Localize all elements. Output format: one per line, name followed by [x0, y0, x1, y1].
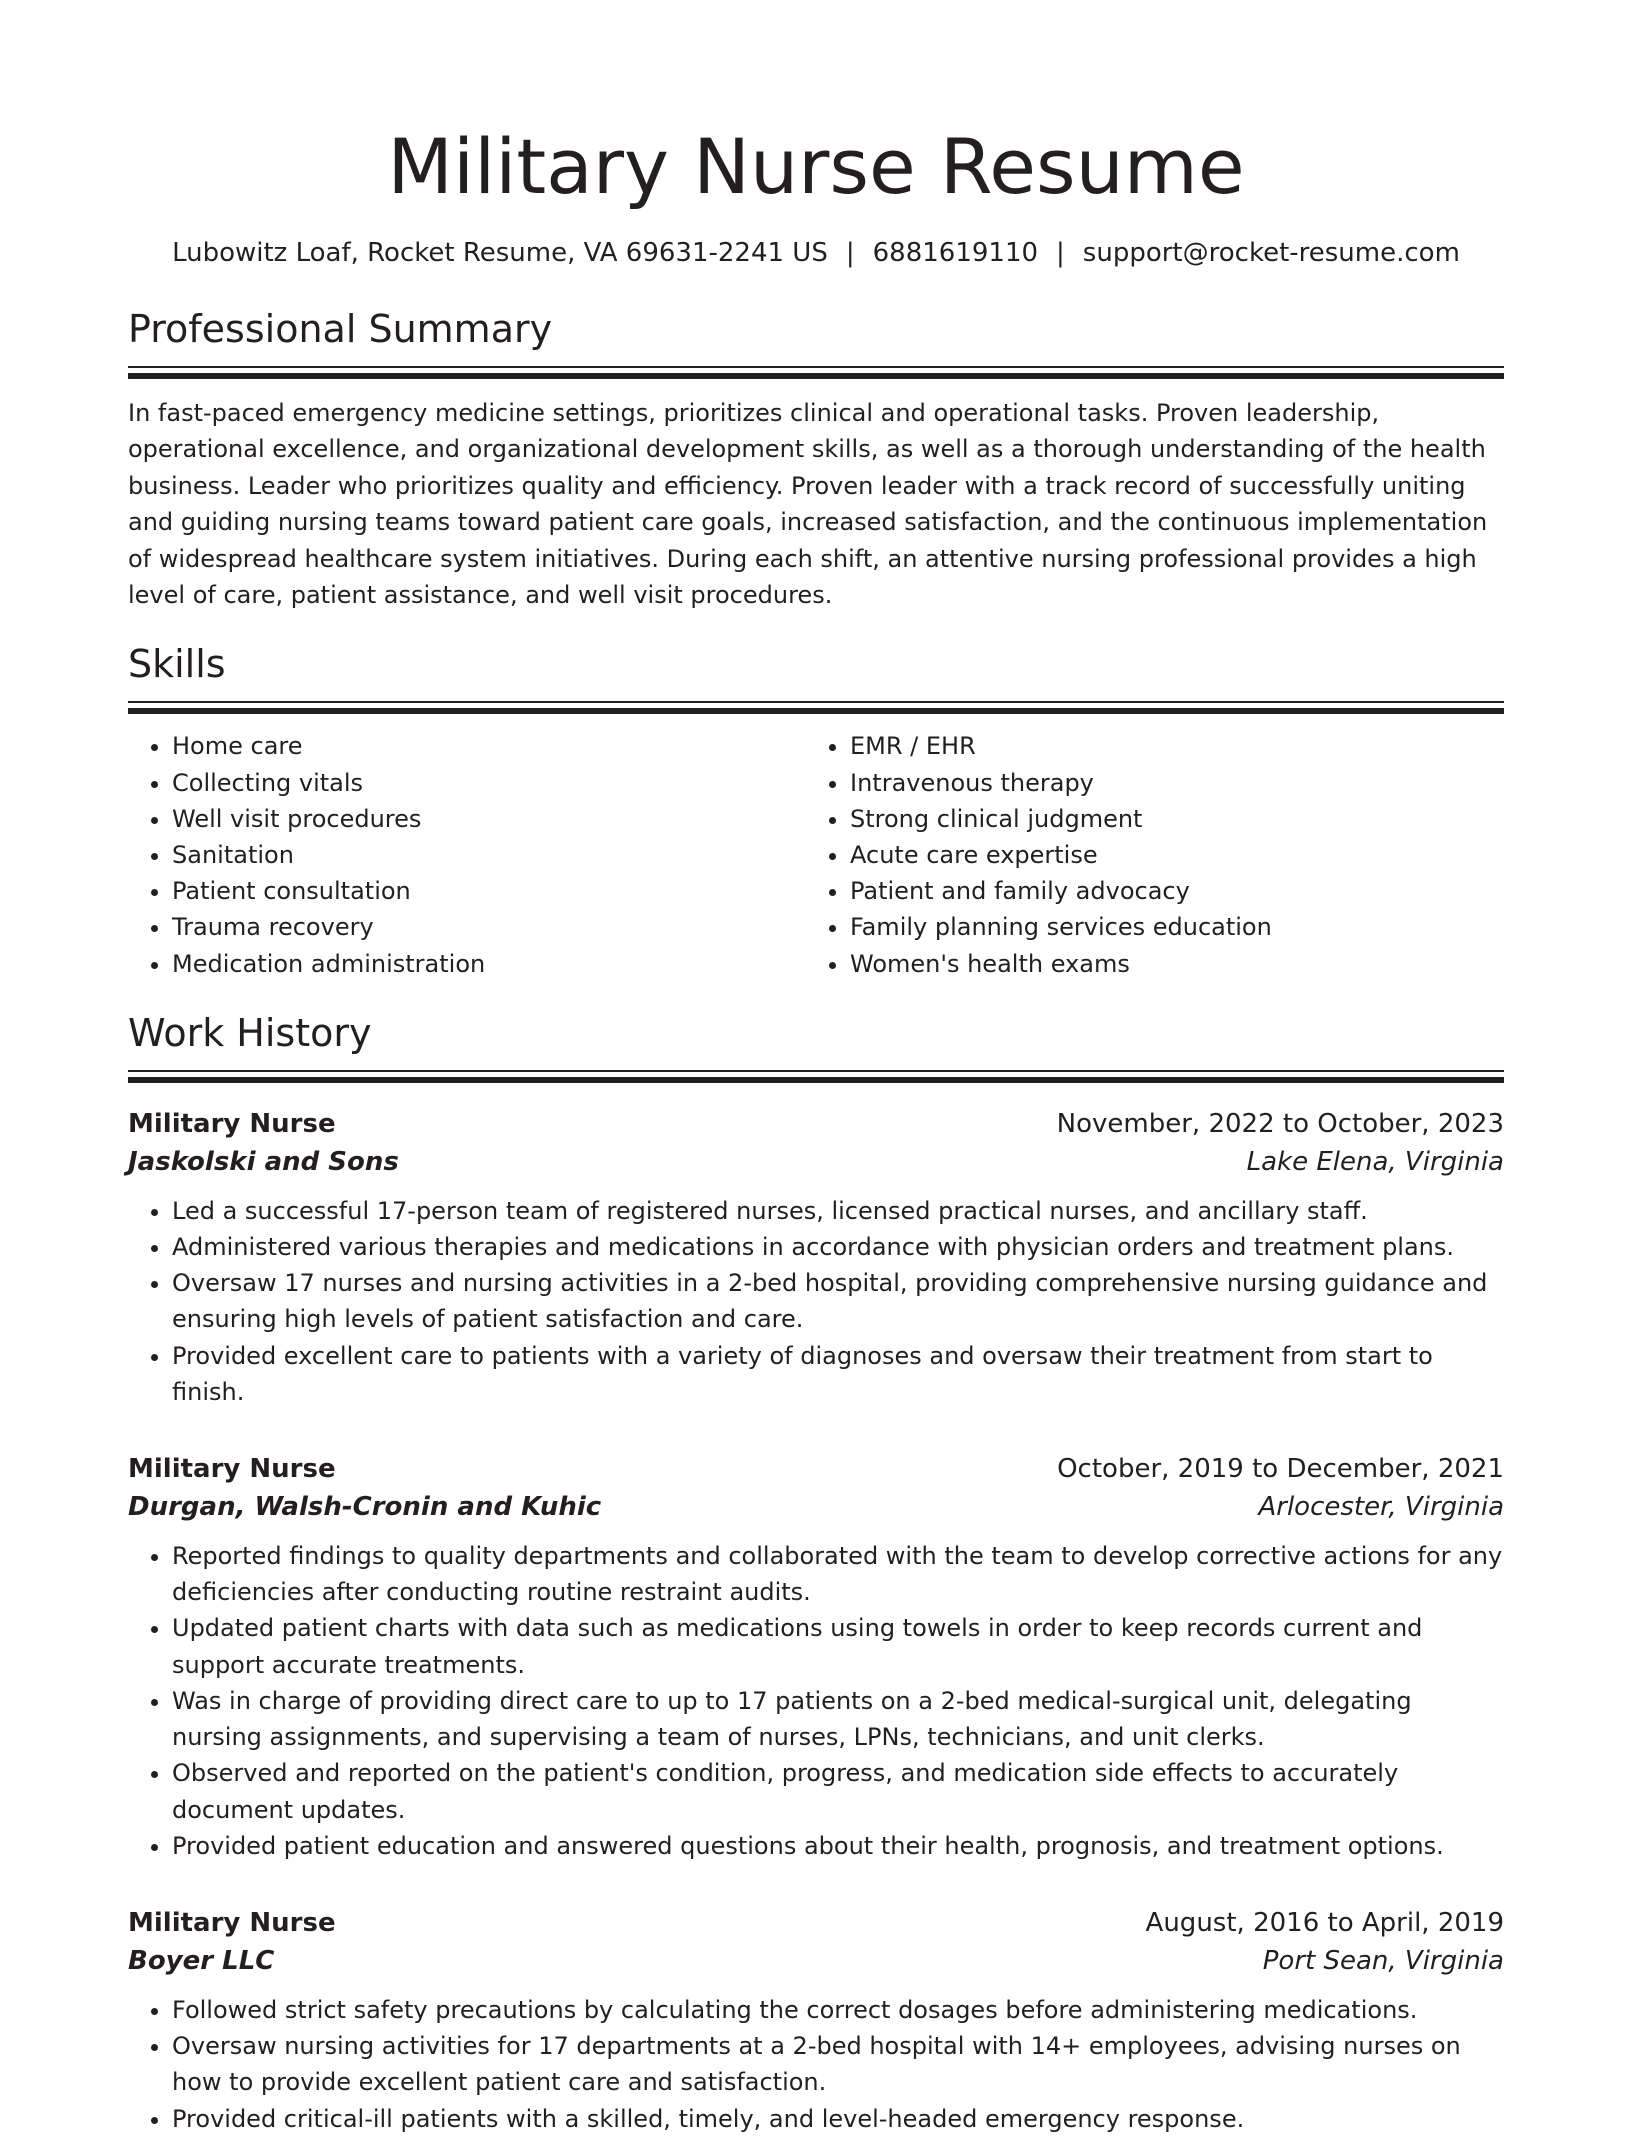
job-bullet: • Oversaw nursing activities for 17 departments at a 2-bed hospital with 14+ employees, advising nurses on how to provide excellent patient care and satisfaction.: [172, 2028, 1504, 2100]
job-entry: [128, 1105, 1504, 1410]
section-divider: [128, 366, 1504, 379]
contact-email: support@rocket-resume.com: [1082, 238, 1460, 268]
contact-line: [128, 236, 1504, 270]
job-entry: [128, 1904, 1504, 2137]
job-location: Port Sean, Virginia: [1262, 1945, 1504, 1976]
skills-list-right: [806, 728, 1484, 981]
job-title: Military Nurse: [128, 1108, 336, 1139]
job-bullet: • Led a successful 17-person team of registered nurses, licensed practical nurses, and ancillary staff.: [172, 1193, 1504, 1229]
work-history-section: [128, 1008, 1504, 2137]
resume-title: Military Nurse Resume: [387, 122, 1245, 211]
job-company: Durgan, Walsh-Cronin and Kuhic: [128, 1492, 602, 1523]
job-bullet: • Reported findings to quality departments and collaborated with the team to develop corrective actions for any deficiencies after conducting routine restraint audits.: [172, 1538, 1504, 1610]
job-subheader: [128, 1942, 1504, 1980]
job-bullets: [128, 1992, 1504, 2137]
skill-item: • Medication administration: [172, 946, 806, 982]
job-company: Jaskolski and Sons: [128, 1146, 399, 1177]
job-subheader: [128, 1488, 1504, 1526]
skill-item: • Family planning services education: [850, 909, 1484, 945]
contact-separator: |: [845, 238, 855, 268]
skill-item: • Patient consultation: [172, 873, 806, 909]
job-subheader: [128, 1143, 1504, 1181]
skills-columns: [128, 728, 1504, 981]
job-bullet: • Administered various therapies and medications in accordance with physician orders and treatment plans.: [172, 1229, 1504, 1265]
job-bullet: • Provided patient education and answered questions about their health, prognosis, and treatment options.: [172, 1828, 1504, 1864]
job-bullets: [128, 1538, 1504, 1864]
skill-item: • EMR / EHR: [850, 728, 1484, 764]
job-location: Arlocester, Virginia: [1258, 1492, 1504, 1523]
summary-section: [128, 304, 1504, 613]
summary-text: In fast-paced emergency medicine settings, prioritizes clinical and operational tasks. Proven leadership, operational excellence, and organizational development skills, as well as a thorough understanding of the health business. Leader who prioritizes quality and efficiency. Proven leader with a track record of successfully uniting and guiding nursing teams toward patient care goals, increased satisfaction, and the continuous implementation of widespread healthcare system initiatives. During each shift, an attentive nursing professional provides a high level of care, patient assistance, and well visit procedures.: [128, 399, 1488, 610]
job-bullet: • Provided excellent care to patients with a variety of diagnoses and oversaw their treatment from start to finish.: [172, 1338, 1504, 1410]
job-location: Lake Elena, Virginia: [1246, 1146, 1504, 1177]
job-bullet: • Followed strict safety precautions by calculating the correct dosages before administering medications.: [172, 1992, 1504, 2028]
contact-separator: |: [1056, 238, 1065, 268]
job-title: Military Nurse: [128, 1907, 336, 1938]
skill-item: • Sanitation: [172, 837, 806, 873]
job-bullet: • Observed and reported on the patient's condition, progress, and medication side effects to accurately document updates.: [172, 1755, 1504, 1827]
skills-section: [128, 639, 1504, 981]
skill-item: • Home care: [172, 728, 806, 764]
skill-item: • Intravenous therapy: [850, 765, 1484, 801]
job-title: Military Nurse: [128, 1454, 336, 1485]
job-dates: August, 2016 to April, 2019: [1145, 1907, 1504, 1938]
skill-item: • Trauma recovery: [172, 909, 806, 945]
job-bullet: • Was in charge of providing direct care to up to 17 patients on a 2-bed medical-surgical unit, delegating nursing assignments, and supervising a team of nurses, LPNs, technicians, and unit clerks.: [172, 1683, 1504, 1755]
section-divider: [128, 701, 1504, 714]
job-header: [128, 1105, 1504, 1143]
job-bullets: [128, 1193, 1504, 1410]
job-entry: [128, 1450, 1504, 1864]
skill-item: • Collecting vitals: [172, 765, 806, 801]
skill-item: • Strong clinical judgment: [850, 801, 1484, 837]
skill-item: • Patient and family advocacy: [850, 873, 1484, 909]
contact-phone: 6881619110: [872, 238, 1039, 268]
skill-item: • Women's health exams: [850, 946, 1484, 982]
job-dates: October, 2019 to December, 2021: [1057, 1454, 1504, 1485]
section-divider: [128, 1070, 1504, 1083]
skills-heading: Skills: [128, 642, 226, 687]
job-bullet: • Oversaw 17 nurses and nursing activities in a 2-bed hospital, providing comprehensive nursing guidance and ensuring high levels of patient satisfaction and care.: [172, 1265, 1504, 1337]
summary-heading: Professional Summary: [128, 307, 553, 351]
skill-item: • Acute care expertise: [850, 837, 1484, 873]
resume-page: [128, 0, 1504, 2137]
job-company: Boyer LLC: [128, 1945, 275, 1976]
skills-list-left: [128, 728, 806, 981]
job-bullet: • Provided critical-ill patients with a skilled, timely, and level-headed emergency response.: [172, 2101, 1504, 2137]
work-history-heading: Work History: [128, 1010, 372, 1055]
job-bullet: • Updated patient charts with data such as medications using towels in order to keep records current and support accurate treatments.: [172, 1610, 1504, 1682]
job-dates: November, 2022 to October, 2023: [1056, 1108, 1504, 1139]
contact-address: Lubowitz Loaf, Rocket Resume, VA 69631-2241 US: [172, 238, 828, 268]
job-header: [128, 1904, 1504, 1942]
job-header: [128, 1450, 1504, 1488]
skill-item: • Well visit procedures: [172, 801, 806, 837]
